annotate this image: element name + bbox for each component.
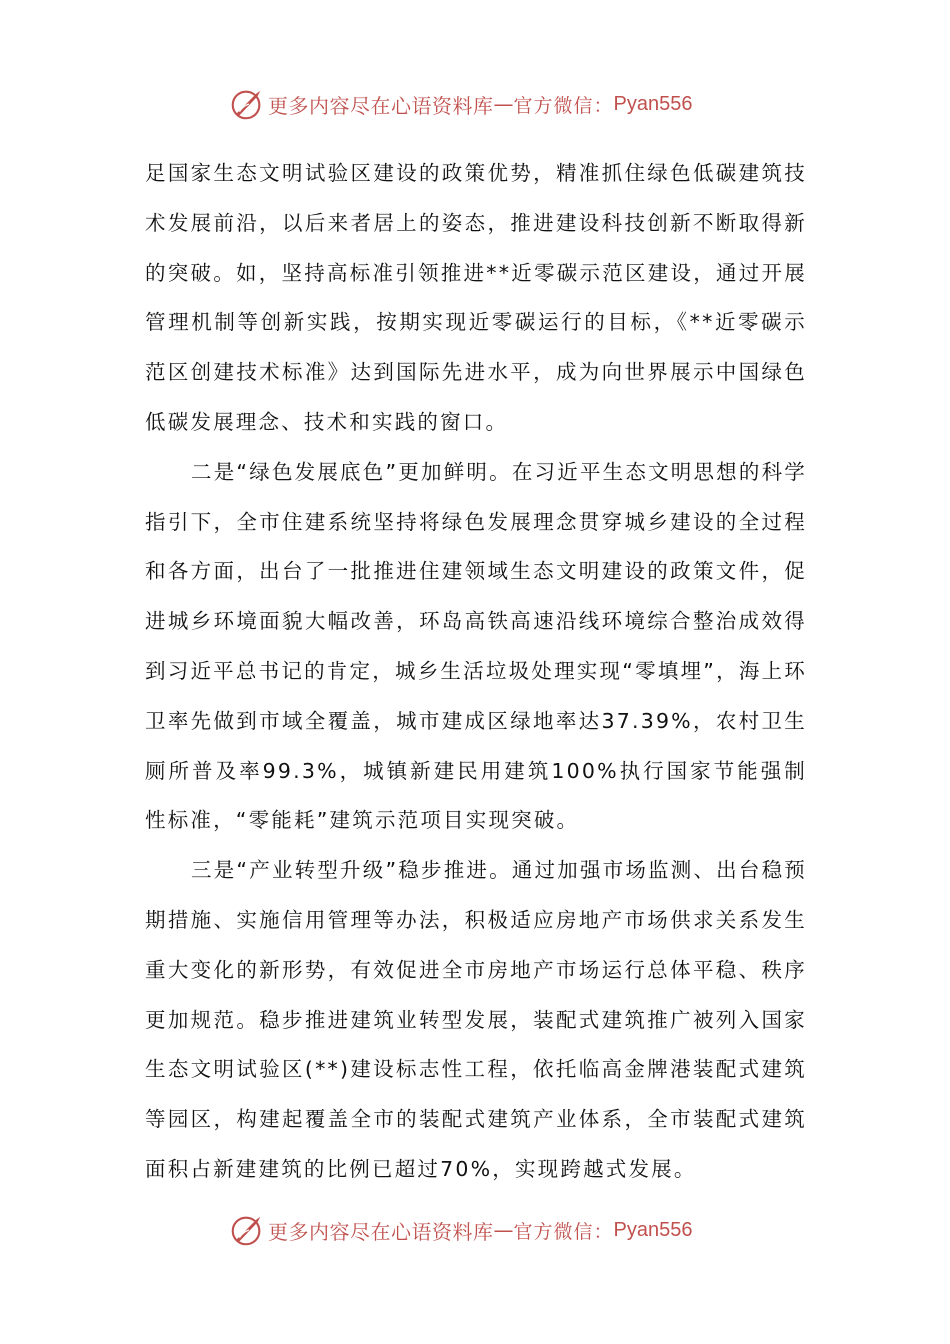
banner-wechat-label: 官方微信： [513, 1220, 614, 1243]
banner-wechat-label: 官方微信： [513, 94, 614, 117]
banner-main-text: 更多内容尽在心语资料库 [268, 1219, 494, 1244]
paragraph-1: 足国家生态文明试验区建设的政策优势，精准抓住绿色低碳建筑技术发展前沿，以后来者居上的姿态，推进建设科技创新不断取得新的突破。如，坚持高标准引领推进**近零碳示范区建设，通过开展管理机制等创新实践，按期实现近零碳运行的目标，《**近零碳示范区创建技术标准》达到国际先进水平，成为向世界展示中国绿色低碳发展理念、技术和实践的窗口。 [145, 161, 807, 434]
footer-banner [228, 1210, 692, 1250]
header-banner [228, 84, 692, 124]
banner-dash: — [493, 1218, 514, 1242]
banner-main-text: 更多内容尽在心语资料库 [268, 93, 494, 118]
paragraph-3: 三是“产业转型升级”稳步推进。通过加强市场监测、出台稳预期措施、实施信用管理等办法，积极适应房地产市场供求关系发生重大变化的新形势，有效促进全市房地产市场运行总体平稳、秩序更加规范。稳步推进建筑业转型发展，装配式建筑推广被列入国家生态文明试验区(**)建设标志性工程，依托临高金牌港装配式建筑等园区，构建起覆盖全市的装配式建筑产业体系，全市装配式建筑面积占新建建筑的比例已超过70%，实现跨越式发展。 [145, 858, 807, 1181]
paragraph-2: 二是“绿色发展底色”更加鲜明。在习近平生态文明思想的科学指引下，全市住建系统坚持将绿色发展理念贯穿城乡建设的全过程和各方面，出台了一批推进住建领域生态文明建设的政策文件，促进城乡环境面貌大幅改善，环岛高铁高速沿线环境综合整治成效得到习近平总书记的肯定，城乡生活垃圾处理实现“零填埋”，海上环卫率先做到市域全覆盖，城市建成区绿地率达37.39%，农村卫生厕所普及率99.3%，城镇新建民用建筑100%执行国家节能强制性标准，“零能耗”建筑示范项目实现突破。 [145, 459, 807, 833]
document-body [145, 149, 807, 1195]
banner-dash: — [493, 92, 514, 116]
banner-wechat-id: Pyan556 [613, 1218, 693, 1241]
banner-wechat-id: Pyan556 [613, 92, 693, 115]
pen-circle-logo-icon [228, 1211, 266, 1249]
pen-circle-logo-icon [228, 85, 266, 123]
